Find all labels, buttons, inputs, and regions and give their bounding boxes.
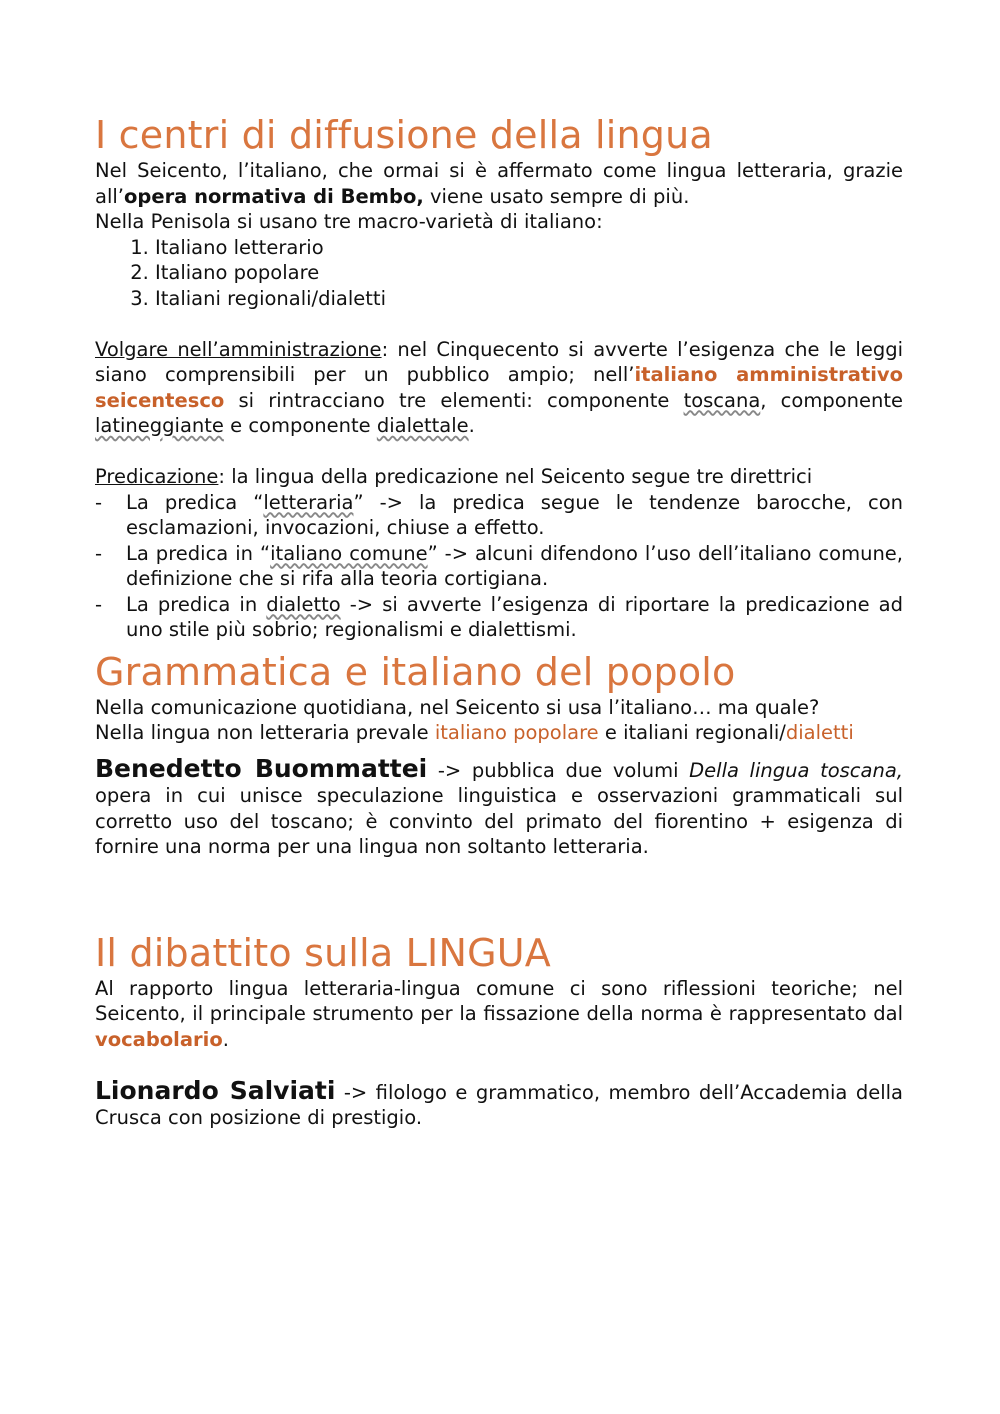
- text: si rintracciano tre elementi: componente: [224, 388, 684, 412]
- list-item: 3. Italiani regionali/dialetti: [155, 286, 903, 312]
- heading-grammatica-popolo: Grammatica e italiano del popolo: [95, 649, 736, 694]
- paragraph-rapporto-lingua: [95, 976, 903, 1053]
- heading-centri-diffusione: I centri di diffusione della lingua: [95, 113, 713, 157]
- highlight-vocabolario: vocabolario: [95, 1027, 223, 1051]
- text: : la lingua della predicazione nel Seicento segue tre direttrici: [218, 465, 813, 488]
- word-dialetto: dialetto: [266, 592, 341, 616]
- word-toscana: toscana: [683, 388, 761, 412]
- paragraph-seicento-intro: [95, 158, 903, 209]
- word-dialettale: dialettale: [376, 414, 469, 437]
- list-item: [95, 592, 903, 643]
- text: .: [468, 414, 475, 437]
- text: La predica “: [126, 490, 264, 514]
- list-item: 2. Italiano popolare: [155, 260, 903, 286]
- document-page: [95, 112, 903, 1131]
- list-item: [95, 490, 903, 541]
- paragraph-lingua-non-letteraria: [95, 720, 903, 746]
- bold-bembo: opera normativa di Bembo,: [123, 184, 424, 208]
- text: e componente: [223, 414, 377, 437]
- text: -> pubblica due volumi: [427, 758, 690, 782]
- text: e italiani regionali/: [598, 721, 786, 744]
- word-letteraria: letteraria: [263, 490, 354, 514]
- list-item: [95, 541, 903, 592]
- highlight-dialetti: dialetti: [785, 721, 854, 744]
- paragraph-salviati: [95, 1075, 903, 1131]
- text: -> si avverte l’esigenza di riportare la predicazione ad uno stile più sobrio; regionalismi e dialettismi.: [126, 592, 903, 641]
- label-predicazione: Predicazione: [95, 465, 219, 488]
- text: -> filologo e grammatico, membro dell’Accademia della Crusca con posizione di prestigio.: [95, 1080, 903, 1129]
- varieties-list: [95, 235, 903, 312]
- text: opera in cui unisce speculazione linguistica e osservazioni grammaticali sul corretto uso del toscano; è convinto del primato del fiorentino + esigenza di fornire una norma per una lingua non soltanto letteraria.: [95, 784, 903, 858]
- text: La predica in: [126, 592, 267, 616]
- text: , componente: [760, 388, 903, 412]
- highlight-italiano-popolare: italiano popolare: [434, 721, 599, 744]
- list-item: 1. Italiano letterario: [155, 235, 903, 261]
- name-buommattei: Benedetto Buommattei: [95, 753, 428, 783]
- text: Nella lingua non letteraria prevale: [95, 721, 435, 744]
- paragraph-macro-varieta: Nella Penisola si usano tre macro-varietà di italiano:: [95, 210, 603, 233]
- text: ” -> alcuni difendono l’uso dell’italiano comune, definizione che si rifa alla teoria cortigiana.: [126, 541, 903, 590]
- word-italiano-comune: italiano comune: [270, 541, 428, 565]
- text: ” -> la predica segue le tendenze barocche, con esclamazioni, invocazioni, chiuse a effetto.: [126, 490, 903, 539]
- word-latineggiante: latineggiante: [95, 414, 224, 437]
- text: Al rapporto lingua letteraria-lingua comune ci sono riflessioni teoriche; nel Seicento, il principale strumento per la fissazione della norma è rappresentato dal: [95, 976, 903, 1025]
- paragraph-comunicazione-quotidiana: Nella comunicazione quotidiana, nel Seicento si usa l’italiano… ma quale?: [95, 695, 820, 719]
- paragraph-predicazione: [95, 464, 903, 490]
- paragraph-volgare-amministrazione: [95, 337, 903, 439]
- predica-list: [95, 490, 903, 643]
- text: viene usato sempre di più.: [423, 184, 690, 208]
- text: .: [222, 1027, 229, 1051]
- text: La predica in “: [126, 541, 271, 565]
- paragraph-buommattei: [95, 753, 903, 860]
- label-volgare: Volgare nell’amministrazione: [95, 337, 382, 361]
- text: : nel Cinquecento si avverte l’esigenza che le leggi siano comprensibili per un pubblico ampio; nell’: [95, 337, 903, 386]
- italic-title: Della lingua toscana,: [689, 758, 903, 782]
- text: Nel Seicento, l’italiano, che ormai si è affermato come lingua letteraria, grazie all’: [95, 159, 903, 208]
- highlight-italiano-amministrativo: italiano amministrativo seicentesco: [95, 363, 904, 412]
- heading-dibattito-lingua: Il dibattito sulla LINGUA: [95, 930, 551, 975]
- name-salviati: Lionardo Salviati: [95, 1075, 336, 1105]
